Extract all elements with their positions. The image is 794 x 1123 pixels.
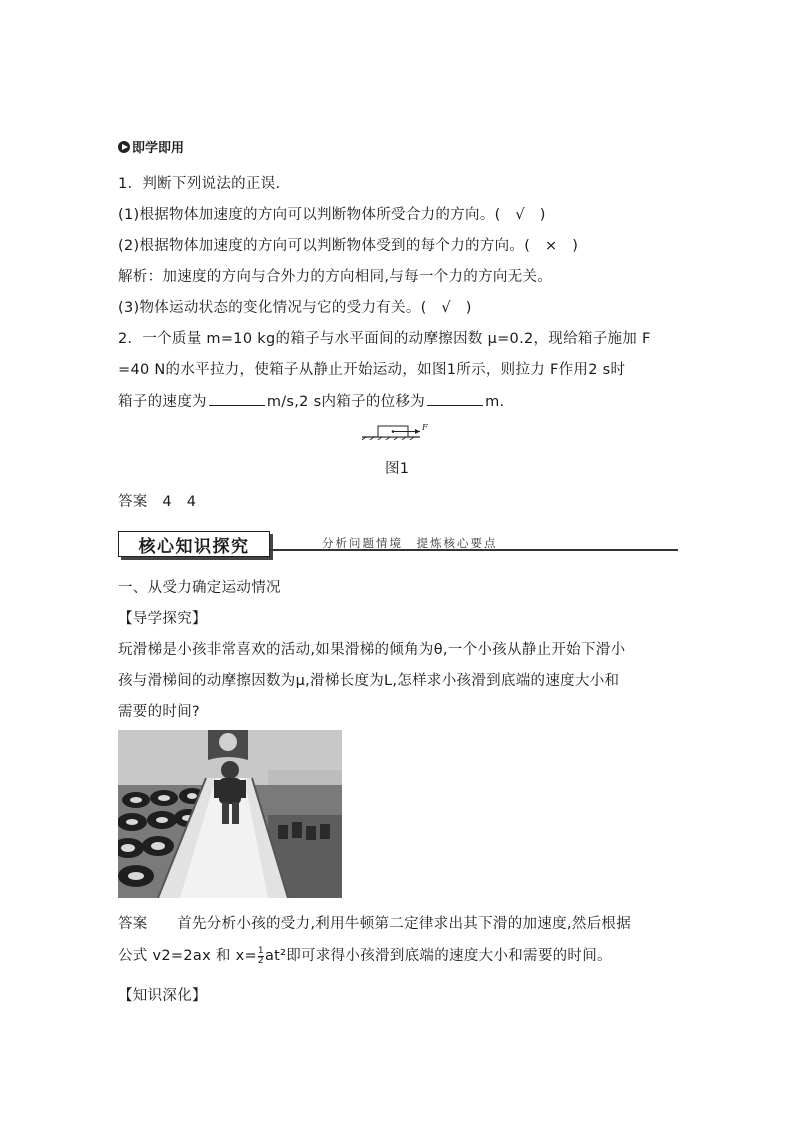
q1-item-3: (3)物体运动状态的变化情况与它的受力有关。( √ ) — [118, 300, 472, 316]
displacement-blank — [427, 393, 483, 406]
knowledge-deepen-label: 【知识深化】 — [118, 988, 207, 1004]
guide-explore-label: 【导学探究】 — [118, 611, 207, 627]
part-1-answer-line-1: 答案 首先分析小孩的受力,利用牛顿第二定律求出其下滑的加速度,然后根据 — [118, 916, 632, 932]
q2-answer: 答案 4 4 — [118, 494, 197, 510]
part-1-paragraph-line-2: 孩与滑梯间的动摩擦因数为μ,滑梯长度为L,怎样求小孩滑到底端的速度大小和 — [118, 673, 620, 689]
play-circle-icon — [118, 141, 130, 153]
core-knowledge-banner: 核心知识探究 — [118, 531, 270, 557]
velocity-blank — [209, 393, 265, 406]
q2-line-2: =40 N的水平拉力，使箱子从静止开始运动，如图1所示，则拉力 F作用2 s时 — [118, 362, 626, 378]
q1-item-1: (1)根据物体加速度的方向可以判断物体所受合力的方向。( √ ) — [118, 207, 546, 223]
child-on-slide-photo — [118, 730, 342, 898]
one-half-fraction: $\frac{1}{2}$ — [257, 945, 264, 966]
force-label: F — [422, 423, 428, 432]
part-1-paragraph-line-1: 玩滑梯是小孩非常喜欢的活动,如果滑梯的倾角为θ,一个小孩从静止开始下滑小 — [118, 642, 626, 658]
q2-line-1: 2．一个质量 m=10 kg的箱子与水平面间的动摩擦因数 μ=0.2，现给箱子施加 F — [118, 331, 651, 347]
quick-practice-heading: 即学即用 — [118, 137, 184, 156]
q1-item-2: (2)根据物体加速度的方向可以判断物体受到的每个力的方向。( × ) — [118, 238, 579, 254]
part-1-paragraph-line-3: 需要的时间? — [118, 704, 200, 720]
q2-line-3: 箱子的速度为 m/s,2 s内箱子的位移为 m. — [118, 394, 505, 410]
part-1-answer-line-2: 公式 v2=2ax 和 x= $\frac{1}{2}$ at²即可求得小孩滑到底端的速度大小和需要的时间。 — [118, 945, 612, 966]
figure-1-caption: 图1 — [385, 461, 410, 477]
banner-subtitle: 分析问题情境 提炼核心要点 — [322, 536, 498, 550]
figure-1-box-diagram — [360, 418, 440, 440]
q1-analysis: 解析：加速度的方向与合外力的方向相同,与每一个力的方向无关。 — [118, 269, 553, 285]
q1-stem: 1．判断下列说法的正误． — [118, 176, 291, 192]
part-1-heading: 一、从受力确定运动情况 — [118, 580, 281, 596]
